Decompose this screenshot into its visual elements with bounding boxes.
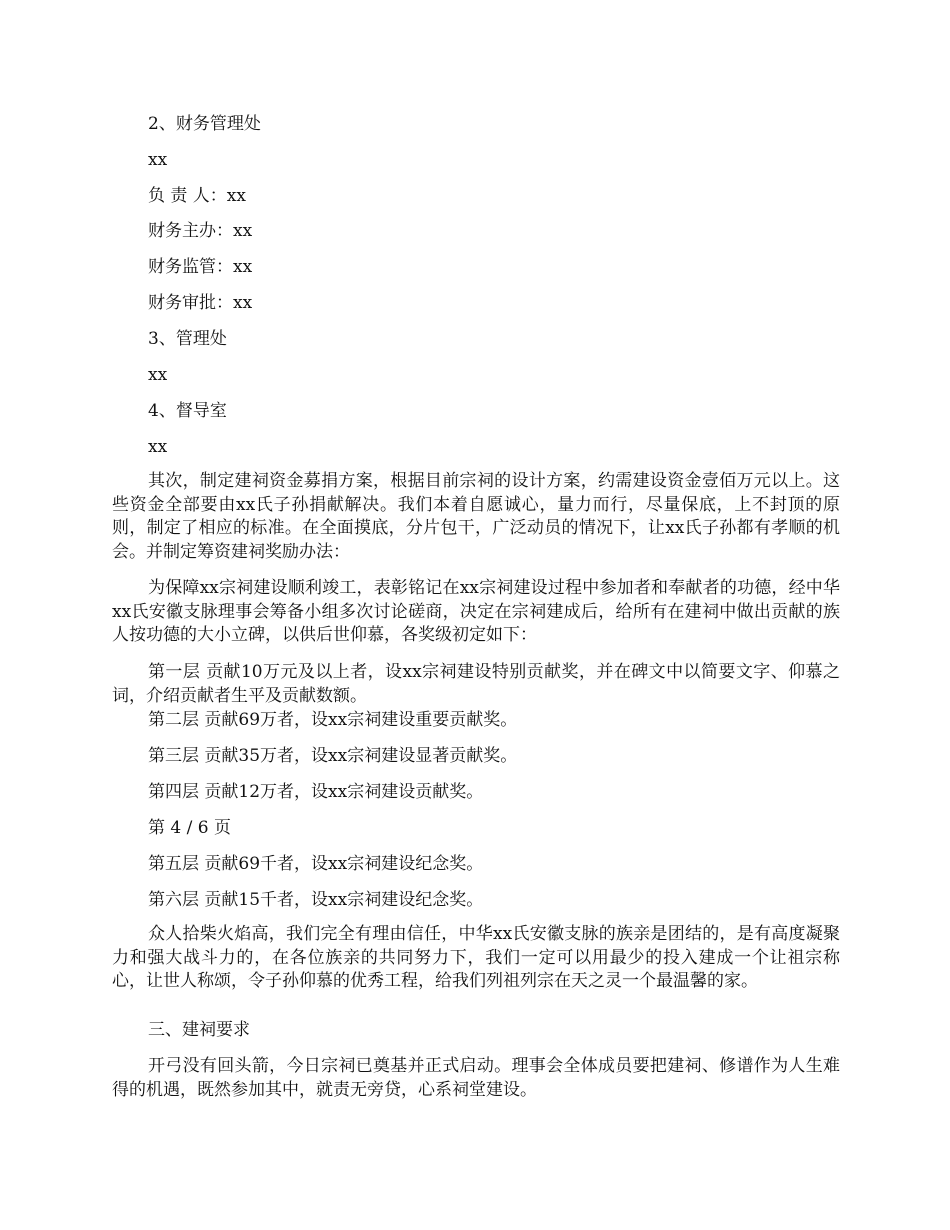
page-number: 第 4 / 6 页	[148, 818, 231, 838]
finance-office-name: xx	[148, 150, 168, 170]
tier2-line: 第二层 贡献69万者，设xx宗祠建设重要贡献奖。	[148, 710, 518, 730]
tier6-line: 第六层 贡献15千者，设xx宗祠建设纪念奖。	[148, 890, 484, 910]
paragraph-tier1: 第一层 贡献10万元及以上者，设xx宗祠建设特别贡献奖，并在碑文中以简要文字、仰慕之词，介绍贡献者生平及贡献数额。	[112, 662, 840, 706]
tier4-line: 第四层 贡献12万者，设xx宗祠建设贡献奖。	[148, 782, 484, 802]
finance-main-officer: 财务主办：xx	[148, 221, 253, 241]
management-office-name: xx	[148, 365, 168, 385]
heading-finance-office: 2、财务管理处	[148, 114, 261, 134]
finance-person-in-charge: 负 责 人：xx	[148, 186, 246, 206]
heading-management-office: 3、管理处	[148, 329, 227, 349]
tier3-line: 第三层 贡献35万者，设xx宗祠建设显著贡献奖。	[148, 746, 518, 766]
finance-supervisor: 财务监管：xx	[148, 257, 253, 277]
paragraph-unity: 众人拾柴火焰高，我们完全有理由信任，中华xx氏安徽支脉的族亲是团结的，是有高度凝聚力和强大战斗力的，在各位族亲的共同努力下，我们一定可以用最少的投入建成一个让祖宗称心，让世人称颂，令子孙仰慕的优秀工程，给我们列祖列宗在天之灵一个最温馨的家。	[112, 924, 840, 991]
paragraph-award-intro: 为保障xx宗祠建设顺利竣工，表彰铭记在xx宗祠建设过程中参加者和奉献者的功德，经中华xx氏安徽支脉理事会筹备小组多次讨论磋商，决定在宗祠建成后，给所有在建祠中做出贡献的族人按功德的大小立碑，以供后世仰慕，各奖级初定如下：	[112, 578, 840, 645]
paragraph-fundraising: 其次，制定建祠资金募捐方案，根据目前宗祠的设计方案，约需建设资金壹佰万元以上。这些资金全部要由xx氏子孙捐献解决。我们本着自愿诚心，量力而行，尽量保底，上不封顶的原则，制定了相应的标准。在全面摸底，分片包干，广泛动员的情况下，让xx氏子孙都有孝顺的机会。并制定筹资建祠奖励办法：	[112, 471, 840, 562]
supervision-office-name: xx	[148, 437, 168, 457]
finance-approver: 财务审批：xx	[148, 293, 253, 313]
tier5-line: 第五层 贡献69千者，设xx宗祠建设纪念奖。	[148, 854, 484, 874]
section3-heading: 三、建祠要求	[148, 1020, 250, 1040]
heading-supervision-office: 4、督导室	[148, 401, 227, 421]
paragraph-requirements: 开弓没有回头箭，今日宗祠已奠基并正式启动。理事会全体成员要把建祠、修谱作为人生难得的机遇，既然参加其中，就责无旁贷，心系祠堂建设。	[112, 1056, 840, 1100]
